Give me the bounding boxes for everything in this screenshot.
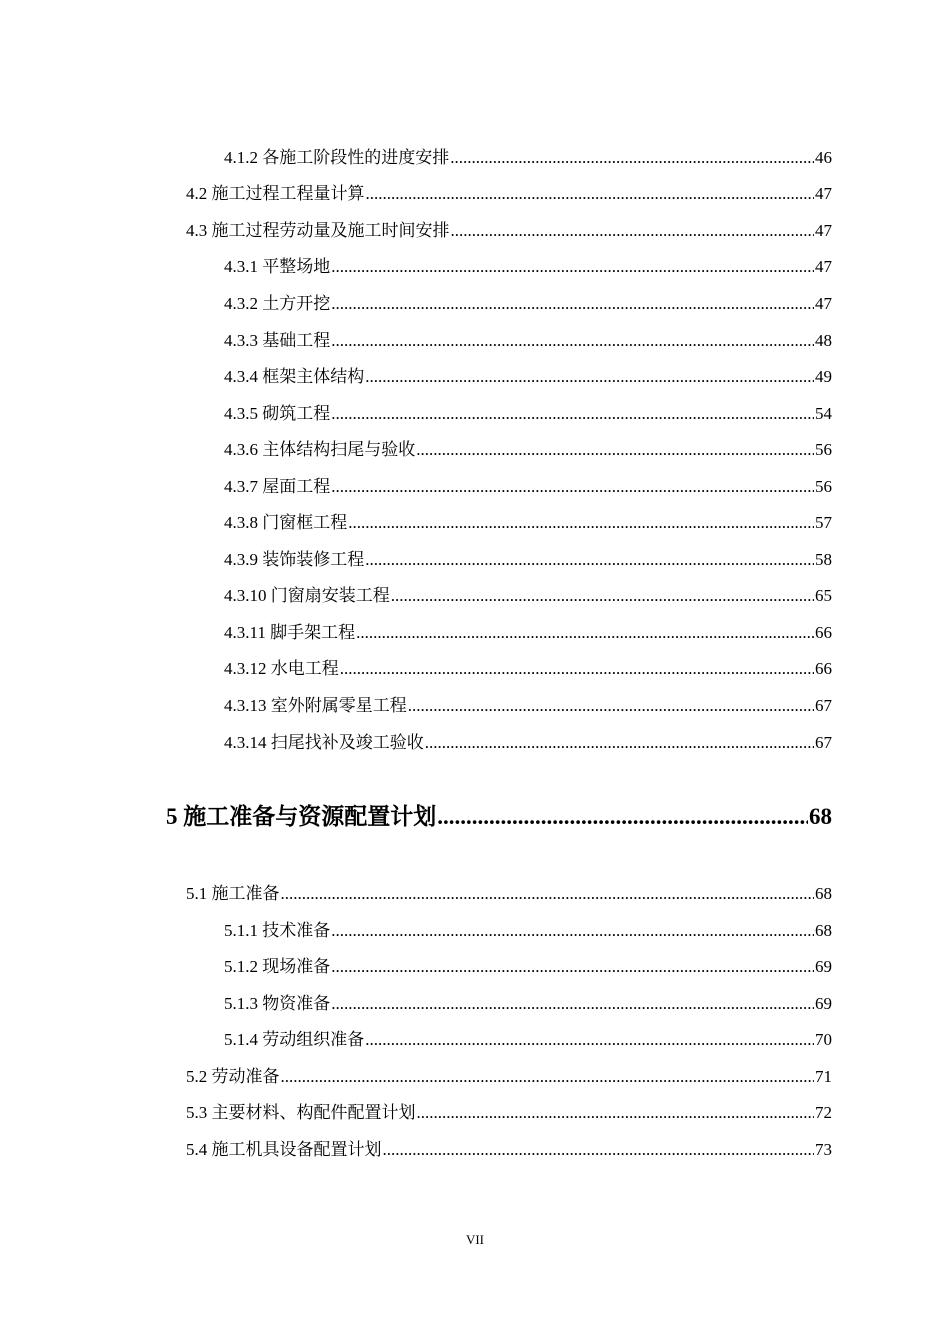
toc-entry-4-3-2[interactable] bbox=[224, 292, 832, 316]
toc-entry-4-3-14[interactable] bbox=[224, 731, 832, 755]
toc-entry-4-3-7[interactable] bbox=[224, 475, 832, 499]
dot-leader bbox=[331, 955, 814, 979]
toc-entry-label: 5.3 主要材料、构配件配置计划 bbox=[186, 1103, 416, 1122]
dot-leader bbox=[437, 799, 808, 835]
toc-entry-label: 5.1 施工准备 bbox=[186, 884, 280, 903]
dot-leader bbox=[331, 402, 814, 426]
toc-entry-label: 4.3.2 土方开挖 bbox=[224, 294, 331, 313]
dot-leader bbox=[450, 146, 814, 170]
toc-entry-5-1[interactable] bbox=[186, 882, 832, 906]
toc-entry-label: 4.3.13 室外附属零星工程 bbox=[224, 696, 407, 715]
toc-entry-label: 5.1.3 物资准备 bbox=[224, 994, 331, 1013]
toc-entry-page: 47 bbox=[815, 221, 832, 240]
toc-entry-label: 4.3.10 门窗扇安装工程 bbox=[224, 586, 390, 605]
toc-entry-page: 66 bbox=[815, 623, 832, 642]
dot-leader bbox=[451, 219, 815, 243]
toc-entry-page: 57 bbox=[815, 513, 832, 532]
toc-entry-page: 69 bbox=[815, 994, 832, 1013]
toc-entry-page: 67 bbox=[815, 733, 832, 752]
toc-entry-label: 4.1.2 各施工阶段性的进度安排 bbox=[224, 148, 450, 167]
toc-entry-4-3-3[interactable] bbox=[224, 329, 832, 353]
toc-entry-5-1-3[interactable] bbox=[224, 992, 832, 1016]
dot-leader bbox=[331, 255, 814, 279]
dot-leader bbox=[281, 1065, 815, 1089]
toc-entry-5-2[interactable] bbox=[186, 1065, 832, 1089]
toc-entry-label: 4.3.7 屋面工程 bbox=[224, 477, 331, 496]
toc-entry-4-3-8[interactable] bbox=[224, 511, 832, 535]
toc-entry-page: 65 bbox=[815, 586, 832, 605]
toc-entry-label: 4.3.8 门窗框工程 bbox=[224, 513, 348, 532]
toc-entry-4-3-10[interactable] bbox=[224, 584, 832, 608]
toc-entry-page: 47 bbox=[815, 294, 832, 313]
dot-leader bbox=[281, 882, 815, 906]
toc-entry-4-3-11[interactable] bbox=[224, 621, 832, 645]
dot-leader bbox=[331, 292, 814, 316]
dot-leader bbox=[408, 694, 814, 718]
toc-entry-label: 4.2 施工过程工程量计算 bbox=[186, 184, 365, 203]
toc-entry-page: 70 bbox=[815, 1030, 832, 1049]
toc-entry-page: 69 bbox=[815, 957, 832, 976]
dot-leader bbox=[331, 919, 814, 943]
dot-leader bbox=[356, 621, 814, 645]
toc-entry-label: 4.3.11 脚手架工程 bbox=[224, 623, 356, 642]
dot-leader bbox=[365, 1028, 814, 1052]
toc-entry-page: 47 bbox=[815, 184, 832, 203]
dot-leader bbox=[331, 329, 814, 353]
toc-entry-page: 56 bbox=[815, 440, 832, 459]
toc-chapter-5[interactable] bbox=[166, 799, 832, 835]
toc-entry-5-1-4[interactable] bbox=[224, 1028, 832, 1052]
toc-entry-4-1-2[interactable] bbox=[224, 146, 832, 170]
dot-leader bbox=[348, 511, 814, 535]
toc-entry-page: 56 bbox=[815, 477, 832, 496]
toc-entry-4-3-4[interactable] bbox=[224, 365, 832, 389]
toc-entry-label: 5.1.2 现场准备 bbox=[224, 957, 331, 976]
toc-entry-page: 54 bbox=[815, 404, 832, 423]
toc-entry-page: 68 bbox=[815, 921, 832, 940]
dot-leader bbox=[391, 584, 814, 608]
toc-entry-label: 4.3.14 扫尾找补及竣工验收 bbox=[224, 733, 424, 752]
dot-leader bbox=[331, 475, 814, 499]
toc-entry-page: 73 bbox=[815, 1140, 832, 1159]
toc-entry-page: 66 bbox=[815, 659, 832, 678]
dot-leader bbox=[340, 657, 814, 681]
toc-entry-4-3-6[interactable] bbox=[224, 438, 832, 462]
toc-entry-4-3-5[interactable] bbox=[224, 402, 832, 426]
toc-entry-label: 5.1.1 技术准备 bbox=[224, 921, 331, 940]
toc-entry-5-4[interactable] bbox=[186, 1138, 832, 1162]
dot-leader bbox=[331, 992, 814, 1016]
toc-entry-label: 5.1.4 劳动组织准备 bbox=[224, 1030, 365, 1049]
toc-entry-4-3-1[interactable] bbox=[224, 255, 832, 279]
toc-entry-page: 46 bbox=[815, 148, 832, 167]
dot-leader bbox=[416, 438, 814, 462]
toc-entry-page: 72 bbox=[815, 1103, 832, 1122]
toc-entry-label: 4.3.6 主体结构扫尾与验收 bbox=[224, 440, 416, 459]
toc-entry-label: 4.3.1 平整场地 bbox=[224, 257, 331, 276]
footer-page-number: VII bbox=[465, 1232, 485, 1247]
toc-entry-page: 49 bbox=[815, 367, 832, 386]
toc-entry-5-1-2[interactable] bbox=[224, 955, 832, 979]
dot-leader bbox=[417, 1101, 815, 1125]
toc-entry-label: 4.3 施工过程劳动量及施工时间安排 bbox=[186, 221, 450, 240]
toc-entry-page: 58 bbox=[815, 550, 832, 569]
toc-entry-page: 71 bbox=[815, 1067, 832, 1086]
toc-entry-label: 4.3.4 框架主体结构 bbox=[224, 367, 365, 386]
toc-entry-page: 48 bbox=[815, 331, 832, 350]
toc-entry-page: 67 bbox=[815, 696, 832, 715]
toc-entry-4-3-12[interactable] bbox=[224, 657, 832, 681]
toc-entry-label: 5.2 劳动准备 bbox=[186, 1067, 280, 1086]
toc-entry-5-3[interactable] bbox=[186, 1101, 832, 1125]
dot-leader bbox=[366, 182, 815, 206]
toc-entry-label: 4.3.9 装饰装修工程 bbox=[224, 550, 365, 569]
dot-leader bbox=[383, 1138, 815, 1162]
toc-entry-page: 47 bbox=[815, 257, 832, 276]
toc-chapter-page: 68 bbox=[809, 804, 832, 829]
toc-entry-label: 4.3.12 水电工程 bbox=[224, 659, 339, 678]
toc-entry-4-3-13[interactable] bbox=[224, 694, 832, 718]
toc-chapter-label: 5 施工准备与资源配置计划 bbox=[166, 804, 437, 829]
toc-entry-4-3[interactable] bbox=[186, 219, 832, 243]
toc-entry-4-2[interactable] bbox=[186, 182, 832, 206]
toc-entry-label: 4.3.3 基础工程 bbox=[224, 331, 331, 350]
toc-entry-label: 4.3.5 砌筑工程 bbox=[224, 404, 331, 423]
dot-leader bbox=[365, 548, 814, 572]
toc-entry-page: 68 bbox=[815, 884, 832, 903]
toc-entry-label: 5.4 施工机具设备配置计划 bbox=[186, 1140, 382, 1159]
dot-leader bbox=[365, 365, 814, 389]
toc-entry-5-1-1[interactable] bbox=[224, 919, 832, 943]
dot-leader bbox=[425, 731, 814, 755]
toc-entry-4-3-9[interactable] bbox=[224, 548, 832, 572]
